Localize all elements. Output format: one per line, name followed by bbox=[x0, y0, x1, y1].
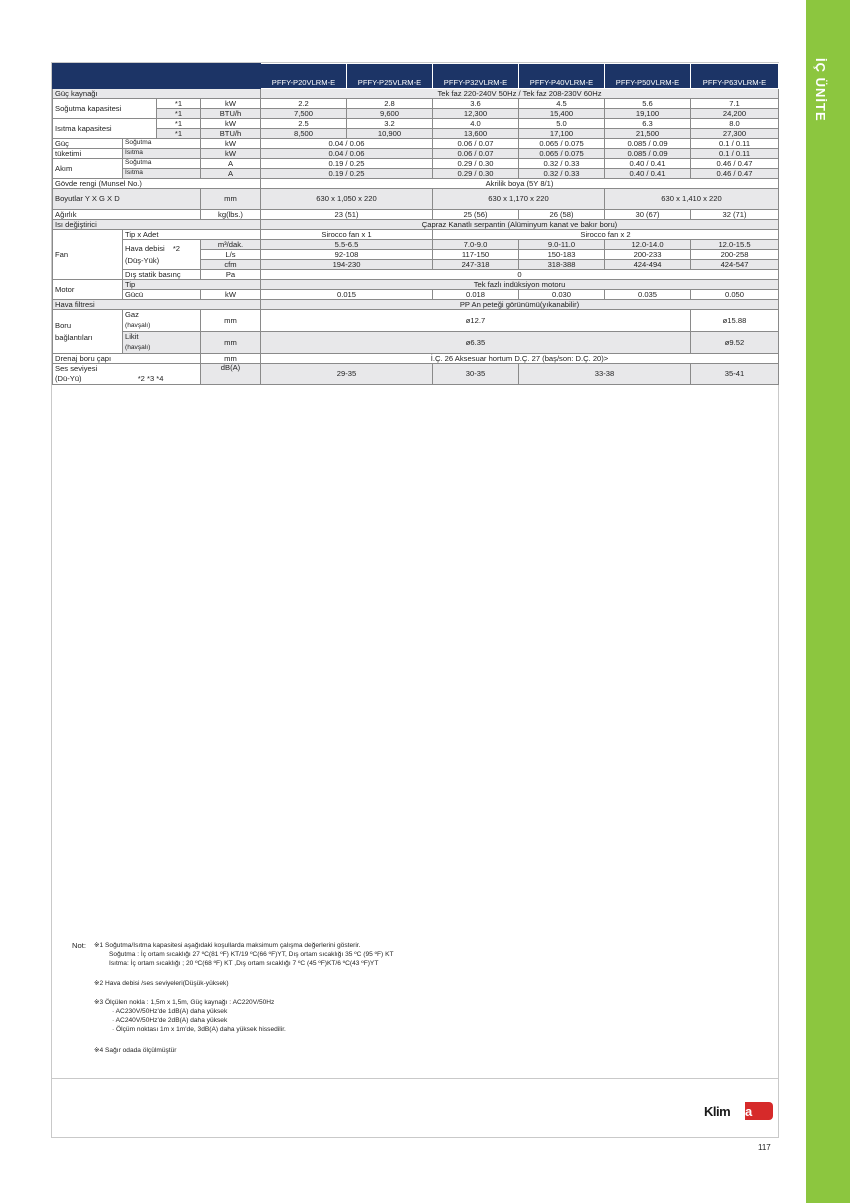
sub-label: Gücü bbox=[123, 290, 201, 300]
row-label: Hava filtresi bbox=[53, 300, 261, 310]
pipe-label-a: Boru bbox=[55, 320, 72, 330]
row-label: Ağırlık bbox=[53, 210, 201, 220]
model-header: PFFY-P50VLRM-E bbox=[605, 64, 691, 89]
cell-value: 0.04 / 0.06 bbox=[261, 149, 433, 159]
cooling-btu-row bbox=[53, 109, 779, 119]
row-label: Gövde rengi (Munsel No.) bbox=[53, 179, 261, 189]
cell-value: 0.46 / 0.47 bbox=[691, 169, 779, 179]
fan-type-row bbox=[53, 230, 779, 240]
unit: kW bbox=[201, 139, 261, 149]
row-label: Güç bbox=[53, 139, 123, 149]
note-ref: *1 bbox=[157, 119, 201, 129]
airflow-label-a: Hava debisi bbox=[125, 243, 165, 253]
row-label: Isıtma kapasitesi bbox=[53, 119, 157, 139]
cell-value: 3.2 bbox=[347, 119, 433, 129]
cell-value: 9.0-11.0 bbox=[519, 240, 605, 250]
cell-value: 247-318 bbox=[433, 260, 519, 270]
cell-value: 2.5 bbox=[261, 119, 347, 129]
cell-value: 0.085 / 0.09 bbox=[605, 149, 691, 159]
unit: BTU/h bbox=[201, 109, 261, 119]
cell-value: 9,600 bbox=[347, 109, 433, 119]
note-ref: *1 bbox=[157, 99, 201, 109]
cell-value: 0.29 / 0.30 bbox=[433, 159, 519, 169]
cell-value: 15,400 bbox=[519, 109, 605, 119]
cell-value: 0.1 / 0.11 bbox=[691, 139, 779, 149]
body-color-row bbox=[53, 179, 779, 189]
cell-value: 424-547 bbox=[691, 260, 779, 270]
cell-value: 0.085 / 0.09 bbox=[605, 139, 691, 149]
cell-value: 6.3 bbox=[605, 119, 691, 129]
cell-value: 318-388 bbox=[519, 260, 605, 270]
gas-label-b: (havşalı) bbox=[125, 322, 151, 329]
cell-value: 0.030 bbox=[519, 290, 605, 300]
row-label: Soğutma kapasitesi bbox=[53, 99, 157, 119]
cell-value: 17,100 bbox=[519, 129, 605, 139]
logo-word-end: a bbox=[745, 1104, 752, 1119]
cell-value: 0.035 bbox=[605, 290, 691, 300]
unit: kW bbox=[201, 149, 261, 159]
cell-value: 0.19 / 0.25 bbox=[261, 169, 433, 179]
unit: m³/dak. bbox=[201, 240, 261, 250]
cell-value: 0.29 / 0.30 bbox=[433, 169, 519, 179]
cell-value: 0.40 / 0.41 bbox=[605, 169, 691, 179]
note-3a: · AC230V/50Hz'de 1dB(A) daha yüksek bbox=[112, 1008, 228, 1015]
row-label: tüketimi bbox=[53, 149, 123, 159]
cell-value: Çapraz Kanatlı serpantin (Alüminyum kanat ve bakır boru) bbox=[261, 220, 779, 230]
cell-value: 7.0-9.0 bbox=[433, 240, 519, 250]
model-header: PFFY-P20VLRM-E bbox=[261, 64, 347, 89]
sub-label: Tip bbox=[123, 280, 261, 290]
unit: mm bbox=[201, 332, 261, 354]
row-label: Drenaj boru çapı bbox=[53, 354, 201, 364]
cell-value: 29-35 bbox=[261, 364, 433, 385]
cell-value: 30-35 bbox=[433, 364, 519, 385]
cell-value: 10,900 bbox=[347, 129, 433, 139]
unit: cfm bbox=[201, 260, 261, 270]
dimensions-row bbox=[53, 189, 779, 210]
note-4: ※4 Sağır odada ölçülmüştür bbox=[94, 1047, 177, 1054]
unit: kg(lbs.) bbox=[201, 210, 261, 220]
cell-value: 12.0-15.5 bbox=[691, 240, 779, 250]
cell-value: 5.5-6.5 bbox=[261, 240, 433, 250]
cell-value: ø15.88 bbox=[691, 310, 779, 332]
footer-divider bbox=[51, 1078, 779, 1079]
cell-value: 200-258 bbox=[691, 250, 779, 260]
cell-value: 200-233 bbox=[605, 250, 691, 260]
sound-row bbox=[53, 364, 779, 385]
cell-value: 0 bbox=[261, 270, 779, 280]
spec-table bbox=[52, 63, 779, 385]
model-header: PFFY-P25VLRM-E bbox=[347, 64, 433, 89]
cell-value: 0.46 / 0.47 bbox=[691, 159, 779, 169]
cell-value: 92-108 bbox=[261, 250, 433, 260]
side-label: İÇ ÜNİTE bbox=[813, 58, 828, 122]
cell-value: 5.6 bbox=[605, 99, 691, 109]
row-label: Akım bbox=[53, 159, 123, 179]
heat-exchanger-row bbox=[53, 220, 779, 230]
cooling-kw-row bbox=[53, 99, 779, 109]
sub-label: Isıtma bbox=[123, 149, 201, 159]
cell-value: 23 (51) bbox=[261, 210, 433, 220]
cell-value: 2.2 bbox=[261, 99, 347, 109]
cell-value: 33-38 bbox=[519, 364, 691, 385]
cell-value: 24,200 bbox=[691, 109, 779, 119]
cell-value: 13,600 bbox=[433, 129, 519, 139]
fan-esp-row bbox=[53, 270, 779, 280]
liquid-label-b: (havşalı) bbox=[125, 344, 151, 351]
cell-value: 2.8 bbox=[347, 99, 433, 109]
sound-notes: *2 *3 *4 bbox=[137, 374, 164, 383]
logo-word: Klim bbox=[704, 1104, 731, 1119]
cell-value: 4.0 bbox=[433, 119, 519, 129]
unit: BTU/h bbox=[201, 129, 261, 139]
header-blank bbox=[53, 64, 261, 89]
cell-value: 25 (56) bbox=[433, 210, 519, 220]
model-header: PFFY-P40VLRM-E bbox=[519, 64, 605, 89]
row-label: Motor bbox=[53, 280, 123, 300]
pipe-gas-row bbox=[53, 310, 779, 332]
cell-value: 26 (58) bbox=[519, 210, 605, 220]
model-header: PFFY-P63VLRM-E bbox=[691, 64, 779, 89]
logo-plus: PLUS bbox=[753, 1098, 768, 1104]
cell-value: ø12.7 bbox=[261, 310, 691, 332]
unit: mm bbox=[201, 310, 261, 332]
fan-airflow-m3-row bbox=[53, 240, 779, 250]
cell-value: ø6.35 bbox=[261, 332, 691, 354]
sub-label: Dış statik basınç bbox=[123, 270, 201, 280]
cell-value: 4.5 bbox=[519, 99, 605, 109]
unit: Pa bbox=[201, 270, 261, 280]
cell-value: 27,300 bbox=[691, 129, 779, 139]
cell-value: 21,500 bbox=[605, 129, 691, 139]
cell-value: 0.065 / 0.075 bbox=[519, 139, 605, 149]
cell-value: 0.40 / 0.41 bbox=[605, 159, 691, 169]
note-1: ※1 Soğutma/Isıtma kapasitesi aşağıdaki koşullarda maksimum çalışma değerlerini gösterir. bbox=[94, 942, 361, 949]
cell-value: ø9.52 bbox=[691, 332, 779, 354]
unit: mm bbox=[201, 189, 261, 210]
gas-label bbox=[123, 310, 201, 332]
note-ref: *1 bbox=[157, 109, 201, 119]
unit: mm bbox=[201, 354, 261, 364]
cell-value: 0.1 / 0.11 bbox=[691, 149, 779, 159]
note-3c: · Ölçüm noktası 1m x 1m'de, 3dB(A) daha yüksek hissedilir. bbox=[112, 1026, 286, 1033]
pipe-liquid-row bbox=[53, 332, 779, 354]
note-ref: *1 bbox=[157, 129, 201, 139]
pipe-label-b: bağlantıları bbox=[55, 332, 93, 342]
unit: A bbox=[201, 159, 261, 169]
klima-plus-logo bbox=[703, 1098, 775, 1122]
heating-btu-row bbox=[53, 129, 779, 139]
page-number: 117 bbox=[758, 1143, 771, 1152]
air-filter-row bbox=[53, 300, 779, 310]
cell-value: 0.018 bbox=[433, 290, 519, 300]
unit: A bbox=[201, 169, 261, 179]
sub-label: Soğutma bbox=[123, 139, 201, 149]
cell-value: Sirocco fan x 1 bbox=[261, 230, 433, 240]
cell-value: Sirocco fan x 2 bbox=[433, 230, 779, 240]
cell-value: 12.0-14.0 bbox=[605, 240, 691, 250]
sub-label: Tip x Adet bbox=[123, 230, 261, 240]
heating-kw-row bbox=[53, 119, 779, 129]
power-consumption-heat-row bbox=[53, 149, 779, 159]
airflow-note: *2 bbox=[172, 243, 180, 253]
cell-value: 630 x 1,170 x 220 bbox=[433, 189, 605, 210]
liquid-label-a: Likit bbox=[125, 332, 139, 341]
current-heat-row bbox=[53, 169, 779, 179]
cell-value: 8.0 bbox=[691, 119, 779, 129]
row-label: Isı değiştirici bbox=[53, 220, 261, 230]
pipe-label bbox=[53, 310, 123, 354]
sound-label bbox=[53, 364, 201, 385]
cell-value: 0.19 / 0.25 bbox=[261, 159, 433, 169]
unit: kW bbox=[201, 290, 261, 300]
cell-value: PP An peteği görünümü(yıkanabilir) bbox=[261, 300, 779, 310]
sound-label-b: (Dü-Yü) bbox=[55, 374, 82, 383]
cell-value: 7,500 bbox=[261, 109, 347, 119]
model-header-row bbox=[53, 64, 779, 89]
sub-label: Isıtma bbox=[123, 169, 201, 179]
cell-value: 0.06 / 0.07 bbox=[433, 149, 519, 159]
model-header: PFFY-P32VLRM-E bbox=[433, 64, 519, 89]
sound-label-a: Ses seviyesi bbox=[55, 364, 98, 373]
cell-value: 19,100 bbox=[605, 109, 691, 119]
cell-value: 0.050 bbox=[691, 290, 779, 300]
cell-value: 12,300 bbox=[433, 109, 519, 119]
cell-value: 630 x 1,050 x 220 bbox=[261, 189, 433, 210]
notes-label: Not: bbox=[72, 941, 86, 950]
cell-value: 0.04 / 0.06 bbox=[261, 139, 433, 149]
motor-output-row bbox=[53, 290, 779, 300]
cell-value: 32 (71) bbox=[691, 210, 779, 220]
cell-value: 150-183 bbox=[519, 250, 605, 260]
cell-value: 0.015 bbox=[261, 290, 433, 300]
motor-type-row bbox=[53, 280, 779, 290]
airflow-label bbox=[123, 240, 201, 270]
row-label: Boyutlar Y X G X D bbox=[53, 189, 201, 210]
unit: kW bbox=[201, 119, 261, 129]
side-band bbox=[806, 0, 850, 1203]
cell-value: 194-230 bbox=[261, 260, 433, 270]
note-2: ※2 Hava debisi /ses seviyeleri(Düşük-yüksek) bbox=[94, 980, 229, 987]
cell-value: 5.0 bbox=[519, 119, 605, 129]
cell-value: 7.1 bbox=[691, 99, 779, 109]
cell-value: Tek fazlı indüksiyon motoru bbox=[261, 280, 779, 290]
airflow-label-b: (Düş-Yük) bbox=[125, 255, 160, 265]
note-1a: Soğutma : İç ortam sıcaklığı 27 ºC(81 ºF) KT/19 ºC(66 ºF)YT, Dış ortam sıcaklığı 35 ºC (95 ºF) KT bbox=[109, 951, 394, 958]
cell-value: 0.32 / 0.33 bbox=[519, 159, 605, 169]
gas-label-a: Gaz bbox=[125, 310, 139, 319]
current-cool-row bbox=[53, 159, 779, 169]
cell-value: 117-150 bbox=[433, 250, 519, 260]
cell-value: 0.06 / 0.07 bbox=[433, 139, 519, 149]
power-source-row bbox=[53, 89, 779, 99]
note-3b: · AC240V/50Hz'de 2dB(A) daha yüksek bbox=[112, 1017, 228, 1024]
cell-value: 35-41 bbox=[691, 364, 779, 385]
cell-value: 0.32 / 0.33 bbox=[519, 169, 605, 179]
cell-value: 630 x 1,410 x 220 bbox=[605, 189, 779, 210]
liquid-label bbox=[123, 332, 201, 354]
cell-value: İ.Ç. 26 Aksesuar hortum D.Ç. 27 (baş/son: D.Ç. 20)> bbox=[261, 354, 779, 364]
cell-value: 8,500 bbox=[261, 129, 347, 139]
unit: dB(A) bbox=[201, 364, 261, 385]
cell-value: 424-494 bbox=[605, 260, 691, 270]
cell-value: 30 (67) bbox=[605, 210, 691, 220]
row-label: Güç kaynağı bbox=[53, 89, 261, 99]
weight-row bbox=[53, 210, 779, 220]
drain-row bbox=[53, 354, 779, 364]
unit: kW bbox=[201, 99, 261, 109]
unit: L/s bbox=[201, 250, 261, 260]
cell-value: Tek faz 220-240V 50Hz / Tek faz 208-230V 60Hz bbox=[261, 89, 779, 99]
row-label: Fan bbox=[53, 230, 123, 280]
sub-label: Soğutma bbox=[123, 159, 201, 169]
cell-value: Akrilik boya (5Y 8/1) bbox=[261, 179, 779, 189]
cell-value: 3.6 bbox=[433, 99, 519, 109]
power-consumption-cool-row bbox=[53, 139, 779, 149]
note-1b: Isıtma: İç ortam sıcaklığı ; 20 ºC(68 ºF) KT ,Dış ortam sıcaklığı 7 ºC (45 ºF)KT/6 ºC(43 ºF)YT bbox=[109, 960, 379, 967]
note-3: ※3 Ölçülen nokla : 1,5m x 1,5m, Güç kaynağı : AC220V/50Hz bbox=[94, 999, 275, 1006]
cell-value: 0.065 / 0.075 bbox=[519, 149, 605, 159]
